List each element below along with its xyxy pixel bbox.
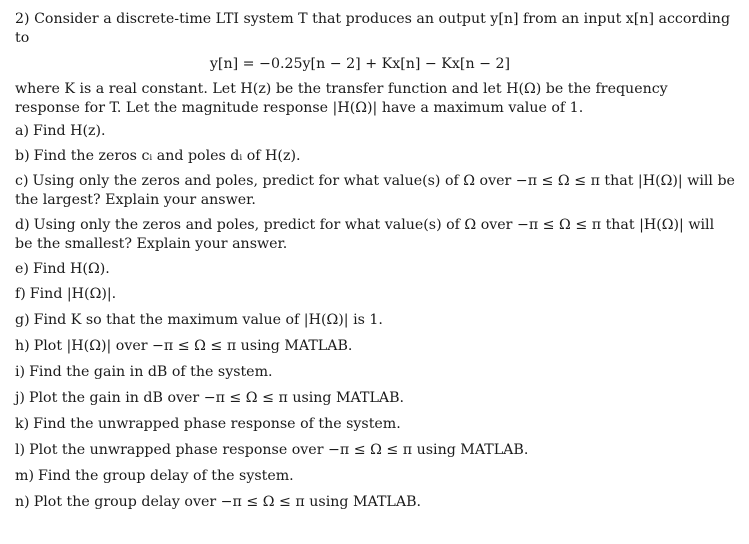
part-b [15, 147, 735, 166]
part-label: l) [15, 442, 26, 458]
part-label: d) [15, 217, 30, 233]
part-f [15, 285, 735, 304]
part-text: Find the unwrapped phase response of the system. [33, 416, 401, 432]
part-text: Plot the unwrapped phase response over −π ≤ Ω ≤ π using MATLAB. [29, 442, 529, 458]
part-k [15, 415, 735, 434]
part-text: Find |H(Ω)|. [29, 286, 117, 302]
part-text: Find the group delay of the system. [38, 468, 294, 484]
part-label: a) [15, 123, 29, 139]
part-text: Find H(Ω). [32, 261, 110, 277]
problem-intro: 2) Consider a discrete-time LTI system T that produces an output y[n] from an input x[n] according to [15, 11, 731, 46]
part-text: Using only the zeros and poles, predict for what value(s) of Ω over −π ≤ Ω ≤ π that |H(Ω)| will be the smallest? Explain your answer. [15, 217, 715, 252]
part-text: Find K so that the maximum value of |H(Ω)| is 1. [33, 312, 383, 328]
part-text: Find the zeros cᵢ and poles dᵢ of H(z). [33, 148, 301, 164]
part-label: f) [15, 286, 26, 302]
part-label: c) [15, 173, 29, 189]
part-label: i) [15, 364, 26, 380]
part-text: Plot the gain in dB over −π ≤ Ω ≤ π using MATLAB. [28, 390, 405, 406]
part-m [15, 467, 735, 486]
part-label: k) [15, 416, 30, 432]
part-l [15, 441, 735, 460]
part-text: Find H(z). [33, 123, 106, 139]
part-g [15, 311, 735, 330]
part-j [15, 389, 735, 408]
part-text: Using only the zeros and poles, predict for what value(s) of Ω over −π ≤ Ω ≤ π that |H(Ω)| will be the largest? Explain your answer. [15, 173, 735, 208]
part-d [15, 216, 735, 254]
part-c [15, 172, 735, 210]
problem-description: where K is a real constant. Let H(z) be the transfer function and let H(Ω) be the frequency response for T. Let the magnitude response |H(Ω)| have a maximum value of 1. [15, 81, 668, 116]
part-label: g) [15, 312, 30, 328]
part-label: h) [15, 338, 30, 354]
difference-equation: y[n] = −0.25y[n − 2] + Kx[n] − Kx[n − 2] [209, 56, 511, 72]
part-a [15, 122, 735, 141]
problem-page [15, 10, 735, 512]
part-text: Plot |H(Ω)| over −π ≤ Ω ≤ π using MATLAB. [33, 338, 353, 354]
part-label: j) [15, 390, 25, 406]
part-h [15, 337, 735, 356]
part-text: Plot the group delay over −π ≤ Ω ≤ π using MATLAB. [33, 494, 422, 510]
part-label: m) [15, 468, 34, 484]
part-label: n) [15, 494, 30, 510]
part-e [15, 260, 735, 279]
part-label: b) [15, 148, 30, 164]
part-text: Find the gain in dB of the system. [29, 364, 273, 380]
part-n [15, 493, 735, 512]
part-i [15, 363, 735, 382]
part-label: e) [15, 261, 29, 277]
